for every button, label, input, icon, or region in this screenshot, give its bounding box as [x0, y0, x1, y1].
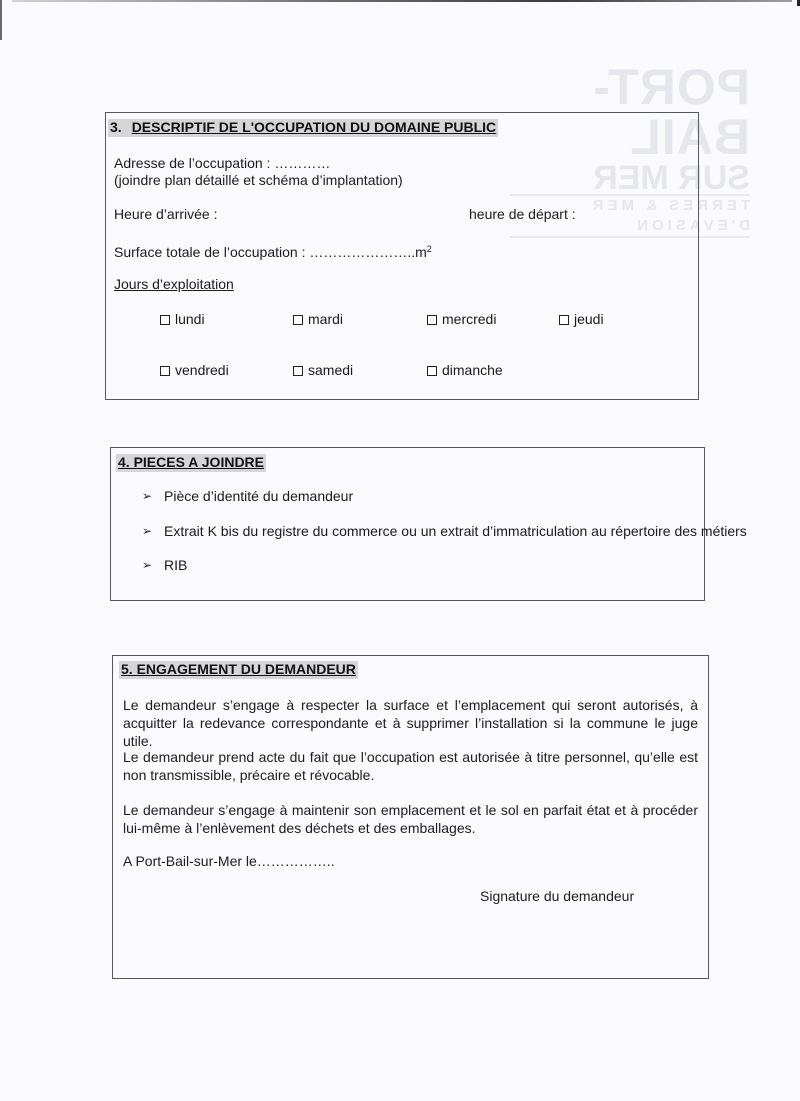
commitment-paragraph: Le demandeur s’engage à respecter la surface et l’emplacement qui seront autorisés, à acquitter la redevance correspondante et à supprimer l’installation si la commune le juge utile.: [123, 697, 698, 749]
surface-unit-superscript: 2: [426, 244, 432, 254]
scan-edge: [0, 0, 2, 40]
show-through-logo-line2: SUR MER: [593, 159, 750, 197]
attachment-item: [142, 557, 187, 574]
arrival-time-label: Heure d’arrivée :: [114, 206, 218, 222]
checkbox-icon[interactable]: [160, 315, 170, 325]
section-5-title-text: 5. ENGAGEMENT DU DEMANDEUR: [121, 661, 356, 677]
checkbox-icon[interactable]: [293, 366, 303, 376]
surface-label-text: Surface totale de l’occupation : …………………..m: [114, 244, 427, 260]
day-label: mardi: [308, 311, 344, 327]
signature-label: Signature du demandeur: [480, 888, 635, 904]
attachment-item: [142, 488, 353, 505]
section-3-title-text: DESCRIPTIF DE L'OCCUPATION DU DOMAINE PUBLIC: [131, 119, 497, 135]
checkbox-icon[interactable]: [160, 366, 170, 376]
section-4-title: [116, 454, 266, 472]
section-3-title: [108, 119, 498, 137]
operating-days-label: Jours d’exploitation: [114, 276, 234, 292]
day-label: vendredi: [175, 362, 229, 378]
commitment-paragraph: Le demandeur s’engage à maintenir son emplacement et le sol en parfait état et à procéder lui-même à l’enlèvement des déchets et des emballages.: [123, 802, 698, 836]
address-label: Adresse de l’occupation : …………: [114, 155, 331, 171]
departure-time-label: heure de départ :: [469, 206, 576, 222]
checkbox-icon[interactable]: [293, 315, 303, 325]
day-checkbox-dimanche[interactable]: [427, 362, 503, 379]
section-5-title: [119, 661, 358, 679]
day-label: samedi: [308, 362, 354, 378]
day-checkbox-vendredi[interactable]: [160, 362, 229, 379]
day-checkbox-lundi[interactable]: [160, 311, 205, 328]
attachment-item: [142, 523, 747, 540]
day-label: jeudi: [574, 311, 604, 327]
arrow-bullet-icon: ➢: [142, 558, 153, 572]
show-through-logo-line1: PORT-BAIL: [592, 59, 750, 165]
surface-label: [114, 241, 432, 261]
attachment-item-text: Pièce d’identité du demandeur: [164, 488, 354, 504]
signature-area[interactable]: [330, 905, 690, 970]
arrow-bullet-icon: ➢: [142, 524, 153, 538]
scan-edge: [12, 0, 792, 2]
commitment-paragraph: Le demandeur prend acte du fait que l’occupation est autorisée à titre personnel, qu’elle est non transmissible, précaire et révocable.: [123, 749, 698, 783]
attachment-item-text: RIB: [164, 557, 188, 573]
day-label: dimanche: [442, 362, 503, 378]
day-checkbox-mercredi[interactable]: [427, 311, 496, 328]
day-checkbox-jeudi[interactable]: [559, 311, 604, 328]
day-label: lundi: [175, 311, 205, 327]
checkbox-icon[interactable]: [559, 315, 569, 325]
day-label: mercredi: [442, 311, 497, 327]
day-checkbox-mardi[interactable]: [293, 311, 343, 328]
arrow-bullet-icon: ➢: [142, 489, 153, 503]
section-4-title-text: 4. PIECES A JOINDRE: [118, 454, 265, 470]
place-date-line: A Port-Bail-sur-Mer le……………..: [123, 853, 335, 869]
section-3-number: 3.: [110, 119, 122, 135]
show-through-logo-line3: TERRES & MER D'EVASION: [510, 194, 750, 238]
address-note: (joindre plan détaillé et schéma d’implantation): [114, 172, 403, 188]
attachment-item-text: Extrait K bis du registre du commerce ou un extrait d’immatriculation au répertoire des métiers: [164, 523, 747, 539]
day-checkbox-samedi[interactable]: [293, 362, 353, 379]
checkbox-icon[interactable]: [427, 315, 437, 325]
checkbox-icon[interactable]: [427, 366, 437, 376]
